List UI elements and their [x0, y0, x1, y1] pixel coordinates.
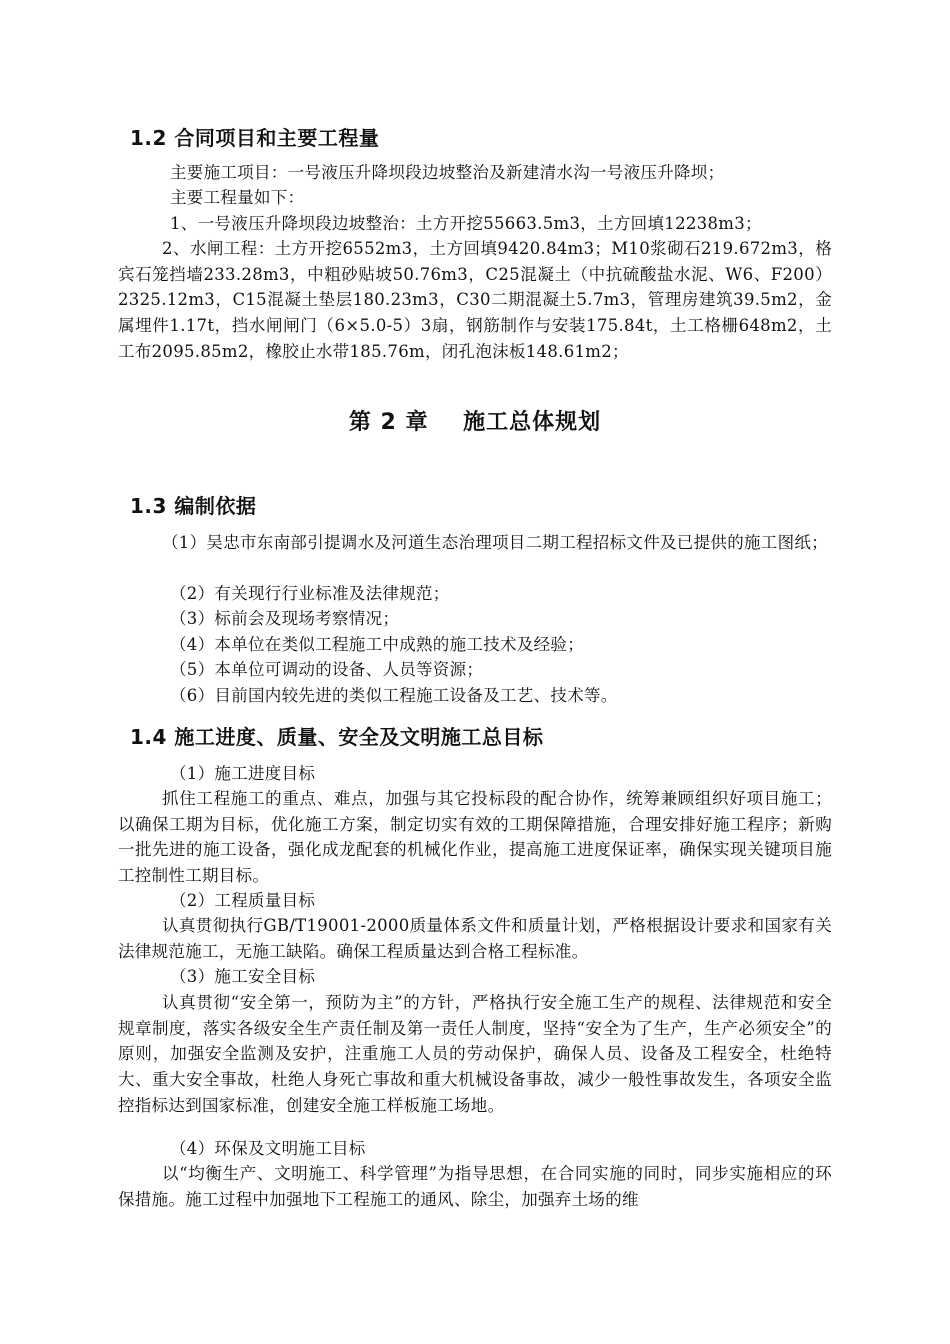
paragraph-environment-goal: 以“均衡生产、文明施工、科学管理”为指导思想，在合同实施的同时，同步实施相应的环保措施。施工过程中加强地下工程施工的通风、除尘，加强弃土场的维	[118, 1164, 832, 1209]
basis-item-6: （6）目前国内较先进的类似工程施工设备及工艺、技术等。	[170, 686, 618, 705]
chapter-title: 第 2 章 施工总体规划	[348, 410, 602, 435]
paragraph-item-1: 1、一号液压升降坝段边坡整治：土方开挖55663.5m3，土方回填12238m3；	[170, 214, 762, 233]
subheading-environment-goal: （4）环保及文明施工目标	[170, 1139, 366, 1158]
paragraph-item-2: 2、水闸工程：土方开挖6552m3，土方回填9420.84m3；M10浆砌石219.672m3，格宾石笼挡墙233.28m3，中粗砂贴坡50.76m3，C25混凝土（中抗硫酸盐水泥、W6、F200）2325.12m3，C15混凝土垫层180.23m3，C30二期混凝土5.7m3，管理房建筑39.5m2，金属埋件1.17t，挡水闸闸门（6×5.0-5）3扇，钢筋制作与安装175.84t，土工格栅648m2，土工布2095.85m2，橡胶止水带185.76m，闭孔泡沫板148.61m2；	[118, 239, 832, 361]
basis-item-5: （5）本单位可调动的设备、人员等资源；	[170, 660, 484, 679]
paragraph-safety-goal: 认真贯彻“安全第一，预防为主”的方针，严格执行安全施工生产的规程、法律规范和安全规章制度，落实各级安全生产责任制及第一责任人制度，坚持“安全为了生产，生产必须安全”的原则，加强安全监测及安护，注重施工人员的劳动保护，确保人员、设备及工程安全，杜绝特大、重大安全事故，杜绝人身死亡事故和重大机械设备事故，减少一般性事故发生，各项安全监控指标达到国家标准，创建安全施工样板施工场地。	[118, 993, 832, 1115]
section-heading-1-3: 1.3 编制依据	[130, 494, 257, 518]
paragraph-quality-goal: 认真贯彻执行GB/T19001-2000质量体系文件和质量计划，严格根据设计要求和国家有关法律规范施工，无施工缺陷。确保工程质量达到合格工程标准。	[118, 916, 832, 961]
section-heading-1-4: 1.4 施工进度、质量、安全及文明施工总目标	[130, 725, 544, 749]
section-heading-1-2: 1.2 合同项目和主要工程量	[130, 126, 380, 150]
subheading-safety-goal: （3）施工安全目标	[170, 967, 316, 986]
basis-item-1: （1）吴忠市东南部引提调水及河道生态治理项目二期工程招标文件及已提供的施工图纸；	[162, 533, 828, 552]
basis-item-2: （2）有关现行行业标准及法律规范；	[170, 584, 450, 603]
paragraph-main-items: 主要施工项目：一号液压升降坝段边坡整治及新建清水沟一号液压升降坝；	[170, 163, 725, 182]
paragraph-schedule-goal: 抓住工程施工的重点、难点，加强与其它投标段的配合协作，统筹兼顾组织好项目施工；以确保工期为目标，优化施工方案，制定切实有效的工期保障措施，合理安排好施工程序；新购一批先进的施工设备，强化成龙配套的机械化作业，提高施工进度保证率，确保实现关键项目施工控制性工期目标。	[118, 789, 832, 886]
basis-item-3: （3）标前会及现场考察情况；	[170, 609, 400, 628]
basis-item-4: （4）本单位在类似工程施工中成熟的施工技术及经验；	[170, 635, 584, 654]
subheading-quality-goal: （2）工程质量目标	[170, 891, 316, 910]
subheading-schedule-goal: （1）施工进度目标	[170, 764, 316, 783]
paragraph-quantities-intro: 主要工程量如下：	[170, 188, 305, 207]
